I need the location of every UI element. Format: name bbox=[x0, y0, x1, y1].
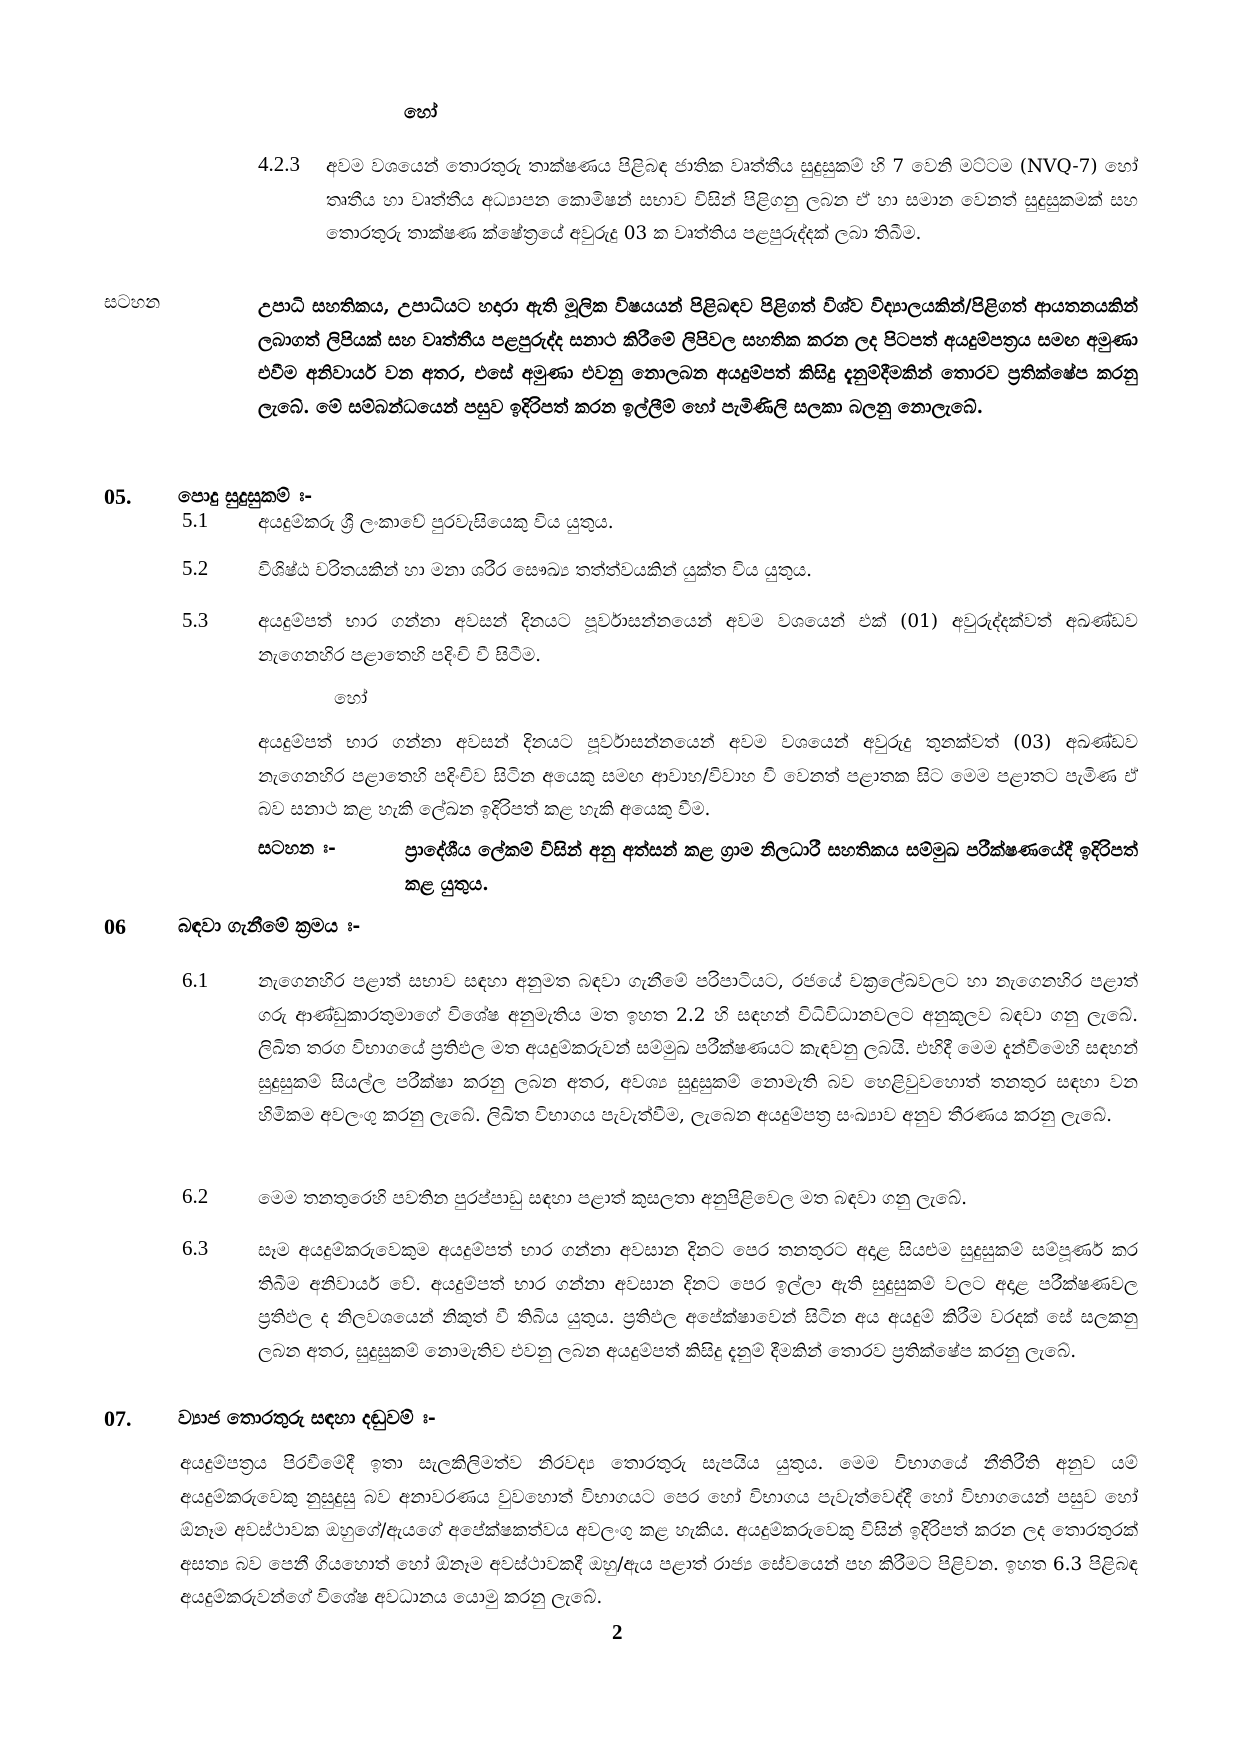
note-text: උපාධි සහතිකය, උපාධියට හදාරා ඇති මූලික විෂයයන් පිළිබඳව පිළිගත් විශ්ව විද්‍යාලයකින්/පිළිගත් ආයතනයකින් ලබාගත් ලිපියක් සහ වෘත්තීය පළපුරුද්ද සනාථ කිරීමේ ලිපිවල සහතික කරන ලද පිටපත් අයදුම්පත්‍රය සමඟ අමුණා එවීම අනිවාර්ය වන අතර, එසේ අමුණා එවනු නොලබන අයදුම්පත් කිසිදු දැනුම්දීමකින් තොරව ප්‍රතික්ෂේප කරනු ලැබේ. මේ සම්බන්ධයෙන් පසුව ඉදිරිපත් කරන ඉල්ලීම් හෝ පැමිණිලි සලකා බලනු නොලැබේ. bbox=[258, 296, 1138, 418]
item-number-5-3: 5.3 bbox=[182, 608, 209, 632]
item-number-6-2: 6.2 bbox=[182, 1184, 209, 1208]
section-title-05: පොදු සුදුසුකම් ඃ- bbox=[178, 485, 313, 507]
page-number: 2 bbox=[612, 1620, 623, 1644]
residence-note-label: සටහන ඃ- bbox=[258, 838, 336, 859]
item-number-5-2: 5.2 bbox=[182, 556, 209, 580]
or-label: හෝ bbox=[334, 688, 368, 709]
section-title-07: ව්‍යාජ තොරතුරු සඳහා දඬුවම් ඃ- bbox=[178, 1407, 436, 1429]
item-text-4-2-3: අවම වශයෙන් තොරතුරු තාක්ෂණය පිළිබඳ ජාතික වෘත්තීය සුදුසුකම් හි 7 වෙනි මට්ටම (NVQ-7) හෝ තෘතීය හා වෘත්තීය අධ්‍යාපන කොමිෂන් සභාව විසින් පිළිගනු ලබන ඒ හා සමාන වෙනත් සුදුසුකමක් සහ තොරතුරු තාක්ෂණ ක්ෂේත්‍රයේ අවුරුදු 03 ක වෘත්තිය පළපුරුද්දක් ලබා තිබීම. bbox=[326, 156, 1138, 244]
section-number-06: 06 bbox=[104, 914, 126, 939]
item-number-5-1: 5.1 bbox=[182, 508, 209, 532]
item-text-6-2: මෙම තනතුරෙහි පවතින පුරප්පාඩු සඳහා පළාත් කුසලතා අනුපිළිවෙල මත බඳවා ගනු ලැබේ. bbox=[258, 1188, 968, 1209]
or-label-top: හෝ bbox=[404, 102, 438, 123]
item-text-6-3: සෑම අයදුම්කරුවෙකුම අයදුම්පත් භාර ගන්නා අවසාන දිනට පෙර තනතුරට අදාළ සියළුම සුදුසුකම් සම්පූර්ණ කර තිබීම අනිවාර්ය වේ. අයදුම්පත් භාර ගන්නා අවසාන දිනට පෙර ඉල්ලා ඇති සුදුසුකම් වලට අදාළ පරීක්ෂණවල ප්‍රතිඵල ද නිලවශයෙන් නිකුත් වී තිබිය යුතුය. ප්‍රතිඵල අපේක්ෂාවෙන් සිටින අය අයදුම් කිරීම වරදක් සේ සලකනු ලබන අතර, සුදුසුකම් නොමැතිව එවනු ලබන අයදුම්පත් කිසිදු දැනුම් දීමකින් තොරව ප්‍රතික්ෂේප කරනු ලැබේ. bbox=[258, 1240, 1138, 1362]
section-title-06: බඳවා ගැනීමේ ක්‍රමය ඃ- bbox=[178, 915, 361, 937]
item-text-5-3: අයදුම්පත් භාර ගන්නා අවසන් දිනයට පූර්වාසන්නයෙන් අවම වශයෙන් එක් (01) අවුරුද්දක්වත් අඛණ්ඩව නැගෙනහිර පළාතෙහි පදිංචි වී සිටීම. bbox=[258, 611, 1138, 666]
section-number-07: 07. bbox=[104, 1406, 132, 1431]
residence-note-text: ප්‍රාදේශීය ලේකම් විසින් අනු අත්සන් කළ ග්‍රාම නිලධාරී සහතිකය සම්මුඛ පරීක්ෂණයේදී ඉදිරිපත් කළ යුතුය. bbox=[405, 840, 1138, 895]
note-label: සටහන bbox=[104, 292, 161, 313]
section-number-05: 05. bbox=[104, 484, 132, 509]
item-text-5-2: විශිෂ්ඨ චරිතයකින් හා මනා ශරීර සෞඛ්‍ය තත්ත්වයකින් යුක්ත විය යුතුය. bbox=[258, 560, 812, 581]
item-number-6-1: 6.1 bbox=[182, 968, 209, 992]
item-number-4-2-3: 4.2.3 bbox=[258, 152, 300, 176]
item-text-5-1: අයදුම්කරු ශ්‍රී ලංකාවේ පුරවැසියෙකු විය යුතුය. bbox=[258, 512, 614, 533]
section-07-text: අයදුම්පත්‍රය පිරවීමේදී ඉතා සැලකිලිමත්ව නිරවද්‍ය තොරතුරු සැපයිය යුතුය. මෙම විභාගයේ නීතිරීති අනුව යම් අයදුම්කරුවෙකු නුසුදුසු බව අනාවරණය වුවහොත් විභාගයට පෙර හෝ විභාගය පැවැත්වෙද්දී හෝ විභාගයෙන් පසුව හෝ ඕනෑම අවස්ථාවක ඔහුගේ/ඇයගේ අපේක්ෂකත්වය අවලංගු කළ හැකිය. අයදුම්කරුවෙකු විසින් ඉදිරිපත් කරන ලද තොරතුරක් අසත්‍ය බව පෙනී ගියහොත් හෝ ඕනෑම අවස්ථාවකදී ඔහු/ඇය පළාත් රාජ්‍ය සේවයෙන් පහ කිරීමට පිළිවන. ඉහත 6.3 පිළිබඳ අයදුම්කරුවන්ගේ විශේෂ අවධානය යොමු කරනු ලැබේ. bbox=[180, 1453, 1138, 1608]
item-number-6-3: 6.3 bbox=[182, 1236, 209, 1260]
alternative-residence-text: අයදුම්පත් භාර ගන්නා අවසන් දිනයට පූර්වාසන්නයෙන් අවම වශයෙන් අවුරුදු තුනක්වත් (03) අඛණ්ඩව නැගෙනහිර පළාතෙහි පදිංචිව සිටින අයෙකු සමඟ ආවාහ/විවාහ වී වෙනත් පළාතක සිට මෙම පළාතට පැමිණ ඒ බව සනාථ කළ හැකි ලේඛන ඉදිරිපත් කළ හැකි අයෙකු වීම. bbox=[258, 732, 1138, 820]
item-text-6-1: නැගෙනහිර පළාත් සභාව සඳහා අනුමත බඳවා ගැනීමේ පරිපාටියට, රජයේ චක්‍රලේඛවලට හා නැගෙනහිර පළාත් ගරු ආණ්ඩුකාරතුමාගේ විශේෂ අනුමැතිය මත ඉහත 2.2 හි සඳහන් විධිවිධානවලට අනුකූලව බඳවා ගනු ලැබේ. ලිඛිත තරග විභාගයේ ප්‍රතිඵල මත අයදුම්කරුවන් සම්මුඛ පරීක්ෂණයට කැඳවනු ලබයි. එහිදී මෙම දැන්වීමෙහි සඳහන් සුදුසුකම් සියල්ල පරීක්ෂා කරනු ලබන අතර, අවශ්‍ය සුදුසුකම් නොමැති බව හෙළිවුවහොත් තනතුර සඳහා වන හිමිකම අවලංගු කරනු ලැබේ. ලිඛිත විභාගය පැවැත්වීම, ලැබෙන අයදුම්පත්‍ර සංඛ්‍යාව අනුව තීරණය කරනු ලැබේ. bbox=[258, 971, 1138, 1126]
